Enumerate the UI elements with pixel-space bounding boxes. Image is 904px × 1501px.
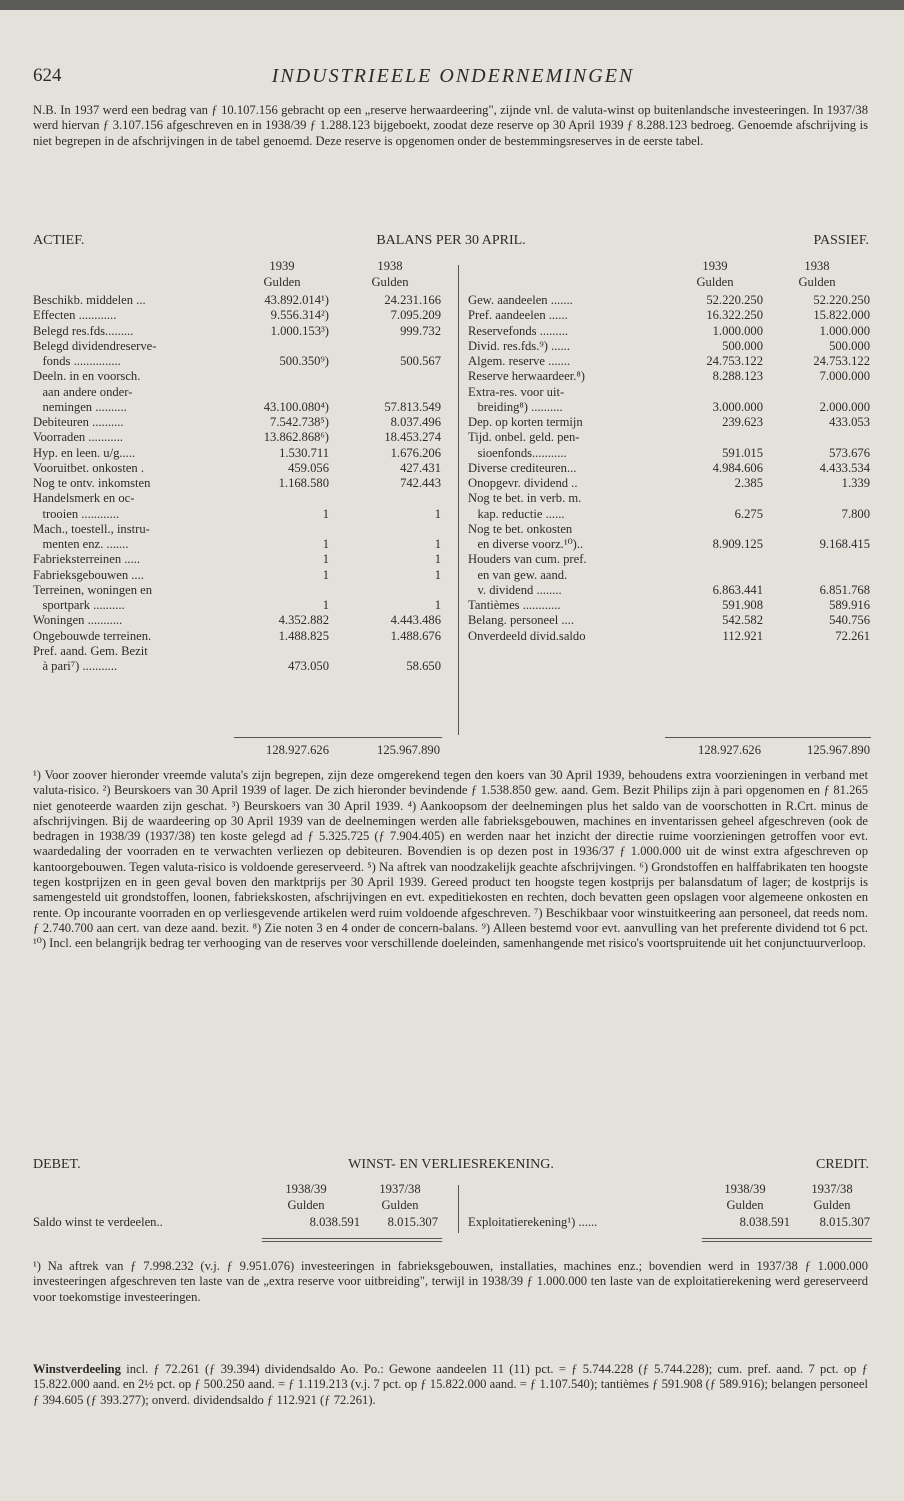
actief-row-label: menten enz. ....... [33,537,129,551]
actief-row [33,552,453,567]
actief-row [33,385,453,400]
passief-row-value-1938: 1.339 [841,476,870,490]
actief-year-1: 1939 [269,259,295,273]
actief-row-value-1938: 1.488.676 [390,628,441,643]
nb-paragraph: N.B. In 1937 werd een bedrag van ƒ 10.107.156 gebracht op een „reserve herwaardeering", zijnde vnl. de valuta-winst op buitenlandsche investeeringen. In 1937/38 werd hiervan ƒ 3.107.156 afgeschreven en in 1938/39 ƒ 1.288.123 bijgeboekt, zoodat deze reserve op 30 April 1939 ƒ 8.288.123 bedroeg. Genoemde afschrijving is niet begrepen in de afschrijvingen in de tabel genoemd. Deze reserve is opgenomen onder de bestemmingsreserves in de eerste tabel. [33,103,868,148]
page-header [33,65,873,95]
actief-row-value-1939: 1 [322,506,329,521]
passief-row-value-1938: 72.261 [835,628,870,643]
credit-value-1: 8.038.591 [739,1215,790,1229]
passief-row-label: Extra-res. voor uit- [468,384,565,399]
passief-row-value-1939: 6.275 [734,506,763,521]
passief-row-label: Tantièmes ............ [468,598,561,612]
actief-row-value-1938: 1 [434,598,441,612]
debet-title: DEBET. [33,1157,81,1172]
credit-unit-2: Gulden [813,1198,851,1212]
passief-row-label: Belang. personeel .... [468,613,574,628]
passief-row-label: v. dividend ........ [468,582,562,597]
actief-row [33,583,453,598]
actief-total-1938: 125.967.890 [377,743,440,757]
actief-row-value-1939: 1 [322,598,329,612]
actief-row [33,644,453,659]
actief-row-value-1938: 8.037.496 [390,415,441,429]
passief-row-value-1938: 4.433.534 [819,460,870,475]
pl-footnote: ¹) Na aftrek van ƒ 7.998.232 (v.j. ƒ 9.951.076) investeeringen in fabrieksgebouwen, installaties, machines enz.; bovendien werd in 1937/38 ƒ 1.000.000 investeeringen afgeschreven ten laste van de „extra reserve voor uitbreiding", terwijl in 1938/39 ƒ 1.000.000 ten laste van de exploitatierekening werd gereserveerd voor toekomstige investeeringen. [33,1259,868,1304]
actief-row [33,324,453,339]
actief-row-label: sportpark .......... [33,598,125,612]
credit-unit-1: Gulden [726,1198,764,1212]
passief-row-value-1938: 6.851.768 [819,582,870,597]
passief-row-label: Pref. aandeelen ...... [468,308,568,323]
actief-row-value-1939: 500.350⁹) [279,354,329,368]
actief-row-label: Hyp. en leen. u/g..... [33,445,136,460]
actief-row-value-1939: 13.862.868⁶) [263,430,329,445]
actief-row-label: Fabrieksgebouwen .... [33,567,144,582]
actief-row [33,461,453,476]
passief-row-label: Diverse crediteuren... [468,460,577,475]
actief-row [33,568,453,583]
passief-row-value-1939: 6.863.441 [712,582,763,597]
actief-row-value-1939: 43.100.080⁴) [263,399,329,414]
debet-rule-1 [262,1238,442,1239]
passief-row-value-1938: 52.220.250 [813,293,870,307]
passief-row-label: Onopgevr. dividend .. [468,476,578,490]
debet-year-2: 1937/38 [379,1182,421,1196]
page-number: 624 [33,65,62,86]
pl-header [33,1157,869,1177]
passief-total-1938: 125.967.890 [807,743,870,757]
actief-row-value-1939: 1 [322,552,329,567]
debet-unit-1: Gulden [287,1198,325,1212]
passief-table [468,293,870,644]
balance-title: BALANS PER 30 APRIL. [376,233,526,248]
passief-row [468,476,870,491]
passief-row [468,507,870,522]
passief-row-label: Tijd. onbel. geld. pen- [468,430,580,445]
actief-row [33,446,453,461]
actief-row [33,629,453,644]
actief-row [33,354,453,369]
debet-year-1: 1938/39 [285,1182,327,1196]
actief-row [33,308,453,323]
winstverdeeling-text: incl. ƒ 72.261 (ƒ 39.394) dividendsaldo Ao. Po.: Gewone aandeelen 11 (11) pct. = ƒ 5.744.228 (ƒ 5.744.228); cum. pref. aand. 7 pct. op ƒ 15.822.000 aand. en 2½ pct. op ƒ 500.250 aand. = ƒ 1.119.213 (v.j. 7 pct. op ƒ 15.822.000 aand. = ƒ 1.107.540); tantièmes ƒ 591.908 (ƒ 589.916); belangen personeel ƒ 394.605 (ƒ 393.277); onverd. dividendsaldo ƒ 112.921 (ƒ 72.261). [33,1362,868,1407]
passief-row [468,598,870,613]
passief-row-label: Gew. aandeelen ....... [468,293,573,307]
passief-year-2: 1938 [804,259,830,273]
credit-value-2: 8.015.307 [819,1215,870,1229]
passief-row-value-1939: 112.921 [722,628,763,643]
passief-row-label: en diverse voorz.¹⁰).. [468,537,584,551]
actief-row-label: aan andere onder- [33,384,133,399]
passief-row-value-1938: 540.756 [829,613,870,628]
actief-column-header [234,259,454,291]
passief-total-rule [665,737,871,738]
passief-row [468,491,870,506]
actief-row-label: Nog te ontv. inkomsten [33,476,151,490]
passief-row-label: Reserve herwaardeer.⁸) [468,369,585,384]
actief-row-value-1938: 742.443 [400,476,441,490]
passief-column-header [665,259,875,291]
page [0,10,904,1501]
actief-row [33,659,453,674]
actief-row-label: Woningen ........... [33,613,123,628]
debet-label: Saldo winst te verdeelen.. [33,1215,163,1229]
actief-row-label: Mach., toestell., instru- [33,521,150,536]
actief-row-value-1939: 1 [322,567,329,582]
passief-row-label: Houders van cum. pref. [468,552,587,567]
passief-title: PASSIEF. [813,233,869,248]
actief-row-value-1938: 1 [434,567,441,582]
passief-row-value-1938: 433.053 [829,415,870,429]
pl-divider [458,1185,459,1233]
actief-row-value-1938: 7.095.209 [390,308,441,323]
actief-row [33,613,453,628]
passief-row-value-1938: 7.800 [841,506,870,521]
actief-row-label: fonds ............... [33,354,121,368]
actief-total-1939: 128.927.626 [266,743,329,757]
passief-row-label: Reservefonds ......... [468,323,569,338]
actief-row-value-1939: 1 [322,537,329,551]
passief-row [468,308,870,323]
passief-row-value-1939: 3.000.000 [712,399,763,414]
passief-year-1: 1939 [702,259,728,273]
actief-row [33,537,453,552]
passief-row-value-1939: 52.220.250 [706,293,763,307]
passief-row-label: Onverdeeld divid.saldo [468,628,586,643]
passief-row [468,629,870,644]
actief-row-value-1939: 459.056 [288,460,329,475]
winstverdeeling-title: Winstverdeeling [33,1362,121,1376]
actief-row-label: Handelsmerk en oc- [33,491,135,506]
actief-row [33,293,453,308]
passief-row [468,552,870,567]
credit-rule-2 [702,1241,872,1242]
passief-row [468,430,870,445]
actief-row-value-1938: 18.453.274 [384,430,441,445]
debet-unit-2: Gulden [381,1198,419,1212]
passief-row-value-1939: 8.288.123 [712,369,763,384]
actief-row [33,415,453,430]
actief-row-label: trooien ............ [33,506,120,521]
passief-row [468,568,870,583]
passief-row [468,369,870,384]
passief-row [468,339,870,354]
actief-row-label: Belegd dividendreserve- [33,338,157,353]
passief-row-value-1939: 1.000.000 [712,323,763,338]
passief-row-value-1939: 4.984.606 [712,460,763,475]
debet-column-header [262,1182,452,1214]
passief-row-label: sioenfonds........... [468,445,567,460]
credit-rule-1 [702,1238,872,1239]
actief-row-label: Beschikb. middelen ... [33,293,146,307]
actief-row-value-1939: 43.892.014¹) [264,293,329,307]
passief-row-value-1939: 500.000 [722,338,763,353]
credit-year-2: 1937/38 [811,1182,853,1196]
passief-total-1939: 128.927.626 [698,743,761,757]
actief-row-label: Terreinen, woningen en [33,582,153,597]
actief-unit-2: Gulden [371,275,409,289]
actief-row [33,369,453,384]
passief-row [468,461,870,476]
passief-row-value-1938: 7.000.000 [819,369,870,384]
debet-rule-2 [262,1241,442,1242]
actief-row [33,400,453,415]
actief-row [33,598,453,613]
actief-year-2: 1938 [377,259,403,273]
actief-totals [230,743,452,759]
passief-row-value-1939: 24.753.122 [706,354,763,368]
actief-row-label: Pref. aand. Gem. Bezit [33,643,148,658]
actief-row-value-1938: 58.650 [406,659,441,673]
actief-row-value-1939: 4.352.882 [278,613,329,628]
passief-row [468,415,870,430]
debet-value-1: 8.038.591 [309,1215,360,1229]
actief-row [33,522,453,537]
passief-row-value-1938: 1.000.000 [819,323,870,338]
actief-row-label: Vooruitbet. onkosten . [33,460,145,475]
passief-row-label: Divid. res.fds.⁹) ...... [468,338,570,353]
passief-row-label: en van gew. aand. [468,567,568,582]
passief-row-value-1938: 500.000 [829,338,870,353]
balance-divider [458,265,459,735]
actief-row-value-1938: 24.231.166 [384,293,441,307]
top-edge-band [0,0,904,10]
passief-row-value-1938: 573.676 [829,445,870,460]
passief-row-value-1939: 239.623 [722,415,763,429]
actief-total-rule [234,737,442,738]
actief-row [33,507,453,522]
balance-header [33,233,869,253]
passief-row-value-1939: 16.322.250 [706,308,763,323]
passief-row [468,385,870,400]
actief-row [33,430,453,445]
actief-row-label: Belegd res.fds......... [33,323,134,338]
credit-label: Exploitatierekening¹) ...... [468,1215,598,1229]
actief-row-value-1938: 500.567 [400,354,441,368]
credit-column-header [700,1182,876,1214]
debet-row [33,1215,453,1231]
passief-row [468,537,870,552]
actief-row-value-1939: 1.488.825 [278,628,329,643]
passief-row-value-1938: 9.168.415 [819,537,870,551]
passief-row-value-1938: 2.000.000 [819,399,870,414]
credit-title: CREDIT. [815,1157,869,1172]
actief-row-value-1938: 1.676.206 [390,445,441,460]
passief-row-label: breiding⁸) .......... [468,399,563,414]
actief-row-value-1938: 57.813.549 [384,399,441,414]
actief-row-value-1938: 1 [434,552,441,567]
passief-row [468,446,870,461]
balance-footnotes: ¹) Voor zoover hieronder vreemde valuta's zijn begrepen, zijn deze omgerekend tegen den koers van 30 April 1939, behoudens extra voorzieningen in verband met valuta-risico. ²) Beurskoers van 30 April 1939 of lager. De zich hieronder bevindende ƒ 1.538.850 gew. aand. Gem. Bezit Philips zijn à pari opgenomen en ƒ 81.265 niet genoteerde waarden zijn geschat. ³) Beurskoers van 30 April 1939. ⁴) Aankoopsom der deelnemingen plus het saldo van de voorschotten in R.Crt. minus de afschrijvingen. Bij de waardeering op 30 April 1939 van de deelnemingen werden alle fabrieksgebouwen, machines en inventarissen geheel afgeschreven (ook de bedragen in 1938/39 (1937/38) ten koste gelegd ad ƒ 5.325.725 (ƒ 7.904.405) en werden naar het inzicht der directie ruime voorzieningen getroffen voor evt. waardedaling der voorraden en te verwachten verliezen op debiteuren. Bovendien is op dezen post in 1936/37 ƒ 1.000.000 uit de winst extra afgeschreven op kantoorgebouwen. Tegen valuta-risico is voldoende gereserveerd. ⁵) Na aftrek van noodzakelijk geachte afschrijvingen. ⁶) Grondstoffen en halffabrikaten ten hoogste tegen kostprijzen en in geen geval boven den marktprijs per 30 April 1939. Gereed product ten hoogste tegen kostprijs per balansdatum of lager; de kostprijs is samengesteld uit grondstoffen, loonen, fabriekskosten, afschrijvingen en evt. expeditiekosten en rechten, doch bevatten geen opslagen voor algemeene onkosten en rente. Op incourante voorraden en op verliesgevende artikelen werd ruim voldoende afgeschreven. ⁷) Beschikbaar voor winstuitkeering aan personeel, dat reeds nom. ƒ 2.740.700 aan cert. van deze aand. bezit. ⁸) Zie noten 3 en 4 onder de concern-balans. ⁹) Alleen bestemd voor evt. aanvulling van het preferente dividend tot 6 pct. ¹⁰) Incl. een belangrijk bedrag ter verhooging van de reserves voor verschillende doeleinden, samenhangende met risico's voortspruitende uit het conjunctuurverloop. [33,768,868,951]
debet-value-2: 8.015.307 [387,1215,438,1229]
passief-unit-2: Gulden [798,275,836,289]
passief-row [468,583,870,598]
actief-row-label: Voorraden ........... [33,430,124,445]
passief-row-value-1938: 15.822.000 [813,308,870,323]
actief-row [33,491,453,506]
actief-table [33,293,453,674]
passief-row-value-1938: 589.916 [829,598,870,612]
actief-row-label: nemingen .......... [33,399,127,414]
page-title: INDUSTRIEELE ONDERNEMINGEN [271,65,635,87]
actief-unit-1: Gulden [263,275,301,289]
actief-row-value-1938: 427.431 [400,460,441,475]
passief-row-value-1938: 24.753.122 [813,354,870,368]
winstverdeeling-paragraph [33,1362,868,1408]
passief-row-label: Algem. reserve ....... [468,354,571,368]
actief-row-value-1938: 1 [434,506,441,521]
passief-row [468,613,870,628]
actief-row-label: Debiteuren .......... [33,415,124,429]
passief-row [468,522,870,537]
actief-title: ACTIEF. [33,233,85,248]
actief-row-label: Fabrieksterreinen ..... [33,552,141,567]
passief-unit-1: Gulden [696,275,734,289]
actief-row [33,476,453,491]
actief-row-value-1938: 1 [434,537,441,551]
passief-row-value-1939: 542.582 [722,613,763,628]
passief-row-value-1939: 591.015 [722,445,763,460]
credit-row [468,1215,870,1231]
passief-row-label: kap. reductie ...... [468,506,565,521]
actief-row [33,339,453,354]
actief-row-value-1939: 7.542.738⁵) [270,415,329,429]
actief-row-label: Effecten ............ [33,308,117,323]
passief-totals [660,743,870,759]
passief-row-value-1939: 8.909.125 [712,537,763,551]
actief-row-value-1939: 1.168.580 [278,476,329,490]
passief-row [468,354,870,369]
actief-row-value-1939: 1.530.711 [279,445,329,460]
actief-row-label: Ongebouwde terreinen. [33,628,152,643]
passief-row-value-1939: 2.385 [734,476,763,490]
actief-row-value-1939: 1.000.153³) [270,323,329,338]
passief-row [468,400,870,415]
actief-row-value-1939: 473.050 [288,659,329,673]
passief-row-label: Nog te bet. in verb. m. [468,491,582,506]
credit-year-1: 1938/39 [724,1182,766,1196]
actief-row-value-1938: 4.443.486 [390,613,441,628]
passief-row-value-1939: 591.908 [722,598,763,612]
pl-title: WINST- EN VERLIESREKENING. [348,1157,554,1172]
passief-row-label: Dep. op korten termijn [468,415,583,429]
actief-row-label: à pari⁷) ........... [33,659,118,673]
actief-row-value-1939: 9.556.314²) [270,308,329,323]
passief-row-label: Nog te bet. onkosten [468,521,573,536]
actief-row-value-1938: 999.732 [400,323,441,338]
actief-row-label: Deeln. in en voorsch. [33,369,141,384]
passief-row [468,293,870,308]
passief-row [468,324,870,339]
